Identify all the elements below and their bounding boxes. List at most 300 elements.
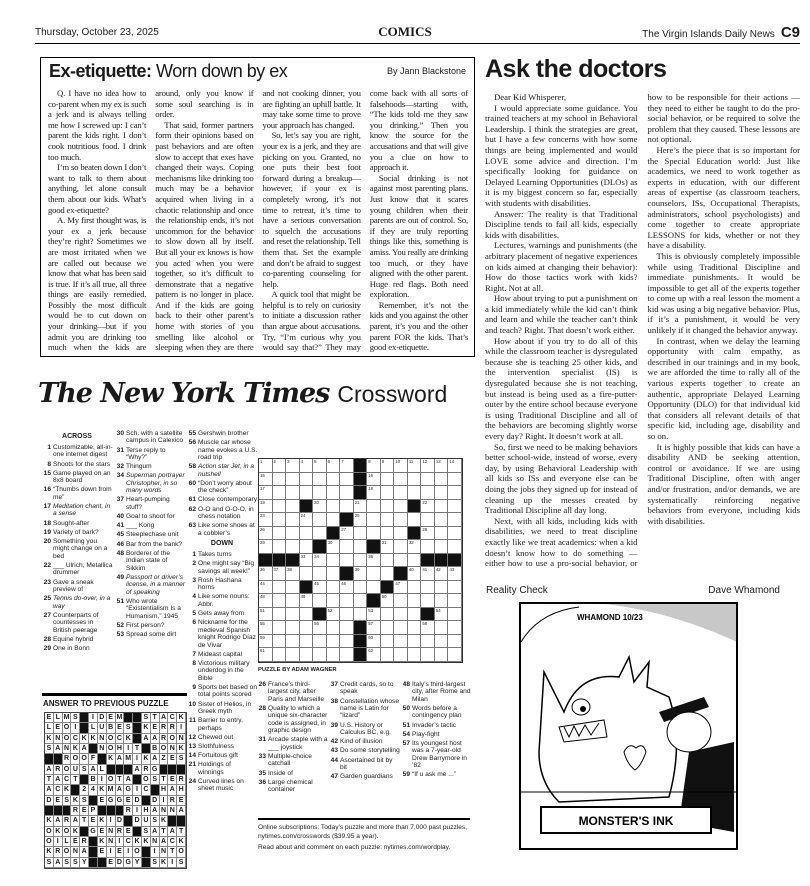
grid-cell[interactable] (313, 594, 327, 608)
grid-block (448, 554, 462, 568)
grid-cell[interactable] (273, 500, 287, 514)
clue[interactable] (114, 513, 186, 520)
grid-cell[interactable] (394, 648, 408, 662)
clue[interactable] (114, 541, 186, 548)
grid-cell[interactable] (340, 554, 354, 568)
clue[interactable] (186, 610, 258, 617)
clue[interactable] (186, 752, 258, 759)
grid-cell[interactable] (273, 635, 287, 649)
grid-cell[interactable] (300, 540, 314, 554)
clue[interactable] (256, 736, 328, 751)
grid-cell[interactable] (435, 500, 449, 514)
grid-cell[interactable] (435, 608, 449, 622)
grid-cell[interactable] (340, 608, 354, 622)
grid-cell[interactable] (394, 500, 408, 514)
grid-cell[interactable] (381, 486, 395, 500)
grid-cell[interactable] (259, 459, 273, 473)
grid-cell[interactable] (435, 459, 449, 473)
grid-cell[interactable] (381, 500, 395, 514)
clue[interactable] (186, 701, 258, 716)
grid-cell[interactable] (394, 540, 408, 554)
grid-cell[interactable] (408, 473, 422, 487)
grid-cell[interactable] (354, 594, 368, 608)
clue[interactable] (41, 538, 113, 560)
grid-cell[interactable] (273, 527, 287, 541)
grid-cell[interactable] (354, 527, 368, 541)
grid-cell[interactable] (408, 513, 422, 527)
grid-cell[interactable] (381, 540, 395, 554)
grid-cell[interactable] (435, 635, 449, 649)
clue[interactable] (400, 705, 472, 720)
clue[interactable] (114, 550, 186, 572)
grid-cell[interactable] (313, 513, 327, 527)
grid-cell[interactable] (273, 608, 287, 622)
grid-cell[interactable] (300, 621, 314, 635)
cell-number: 22 (422, 499, 428, 505)
grid-cell[interactable] (313, 648, 327, 662)
grid-cell[interactable] (448, 594, 462, 608)
clue[interactable] (186, 430, 258, 437)
grid-cell[interactable] (367, 554, 381, 568)
grid-cell[interactable] (340, 635, 354, 649)
grid-cell[interactable] (259, 608, 273, 622)
grid-cell[interactable] (286, 594, 300, 608)
answer-title: ANSWER TO PREVIOUS PUZZLE (43, 699, 169, 708)
grid-cell[interactable] (394, 459, 408, 473)
grid-cell[interactable] (300, 527, 314, 541)
clue[interactable] (328, 747, 400, 754)
clue[interactable] (114, 430, 186, 445)
grid-cell[interactable] (300, 594, 314, 608)
grid-cell[interactable] (421, 473, 435, 487)
grid-cell[interactable] (448, 635, 462, 649)
grid-cell[interactable] (435, 513, 449, 527)
grid-cell[interactable] (313, 459, 327, 473)
grid-cell[interactable] (313, 527, 327, 541)
clue[interactable] (328, 722, 400, 737)
grid-cell[interactable] (421, 500, 435, 514)
grid-cell[interactable] (340, 648, 354, 662)
grid-cell[interactable] (448, 500, 462, 514)
grid-cell[interactable] (340, 486, 354, 500)
clue[interactable] (186, 743, 258, 750)
grid-cell[interactable] (435, 527, 449, 541)
grid-cell[interactable] (259, 513, 273, 527)
clue-number: 37 (330, 681, 338, 688)
grid-cell[interactable] (367, 608, 381, 622)
grid-cell[interactable] (448, 459, 462, 473)
grid-cell[interactable] (354, 554, 368, 568)
grid-cell[interactable] (259, 527, 273, 541)
grid-cell[interactable] (408, 608, 422, 622)
clue[interactable] (41, 579, 113, 594)
grid-cell[interactable] (313, 581, 327, 595)
clue[interactable] (41, 636, 113, 643)
grid-cell[interactable] (273, 513, 287, 527)
grid-cell[interactable] (286, 621, 300, 635)
grid-cell[interactable] (327, 567, 341, 581)
grid-cell[interactable] (448, 486, 462, 500)
clue-text: Garden guardians (340, 773, 393, 781)
clue[interactable] (400, 731, 472, 738)
clue[interactable] (41, 486, 113, 501)
clue[interactable] (400, 771, 472, 778)
grid-cell[interactable] (313, 554, 327, 568)
clue[interactable] (186, 778, 258, 793)
grid-cell[interactable] (300, 608, 314, 622)
grid-cell[interactable] (327, 500, 341, 514)
grid-cell[interactable] (367, 473, 381, 487)
grid-cell[interactable] (327, 621, 341, 635)
grid-cell[interactable] (367, 621, 381, 635)
grid-cell[interactable] (381, 635, 395, 649)
grid-cell[interactable] (421, 513, 435, 527)
clue[interactable] (400, 722, 472, 729)
grid-cell[interactable] (300, 554, 314, 568)
clue[interactable] (186, 734, 258, 741)
grid-cell[interactable] (273, 648, 287, 662)
grid-cell[interactable] (367, 486, 381, 500)
grid-cell[interactable] (340, 581, 354, 595)
clue-number: 19 (43, 528, 51, 536)
clue[interactable] (41, 645, 113, 652)
grid-cell[interactable] (448, 527, 462, 541)
grid-cell[interactable] (340, 594, 354, 608)
grid-cell[interactable] (313, 635, 327, 649)
clue-text: “Don’t worry about the check” (198, 479, 252, 495)
grid-cell[interactable] (408, 621, 422, 635)
grid-cell[interactable] (435, 473, 449, 487)
grid-cell[interactable] (367, 500, 381, 514)
grid-cell[interactable] (286, 500, 300, 514)
cell-number: 59 (260, 634, 265, 640)
grid-cell[interactable] (421, 621, 435, 635)
grid-cell[interactable] (327, 459, 344, 473)
grid-cell[interactable] (340, 527, 354, 541)
grid-cell[interactable] (259, 635, 273, 649)
grid-cell[interactable] (273, 621, 287, 635)
grid-cell[interactable] (273, 540, 287, 554)
grid-cell[interactable] (381, 608, 395, 622)
grid-cell[interactable] (435, 594, 449, 608)
grid-cell[interactable] (327, 540, 341, 554)
grid-cell[interactable] (408, 459, 422, 473)
clue[interactable] (328, 738, 400, 745)
grid-cell[interactable] (259, 500, 273, 514)
grid-cell[interactable] (340, 621, 354, 635)
grid-cell[interactable] (273, 459, 290, 473)
ex-etiquette-headline (49, 61, 287, 82)
grid-cell[interactable] (448, 540, 462, 554)
grid-cell[interactable] (421, 540, 435, 554)
grid-cell[interactable] (259, 594, 273, 608)
grid-cell[interactable] (286, 473, 300, 487)
grid-cell[interactable] (408, 540, 422, 554)
clue[interactable] (186, 717, 258, 732)
grid-cell[interactable] (367, 635, 381, 649)
grid-cell[interactable] (381, 527, 395, 541)
grid-cell[interactable] (421, 486, 435, 500)
answer-letter: N (98, 734, 107, 744)
grid-cell[interactable] (259, 581, 273, 595)
clue[interactable] (41, 520, 113, 527)
clue[interactable] (186, 551, 258, 558)
clue[interactable] (186, 506, 258, 521)
grid-cell[interactable] (340, 459, 354, 473)
grid-cell[interactable] (286, 635, 300, 649)
grid-cell[interactable] (435, 648, 449, 662)
clue[interactable] (41, 529, 113, 536)
grid-cell[interactable] (381, 473, 395, 487)
grid-cell[interactable] (435, 581, 449, 595)
grid-cell[interactable] (286, 540, 300, 554)
clue-number: 42 (330, 738, 338, 746)
grid-cell[interactable] (394, 594, 408, 608)
grid-cell[interactable] (381, 513, 395, 527)
clue[interactable] (114, 631, 186, 638)
clue-number: 51 (116, 597, 124, 605)
clue[interactable] (114, 463, 186, 470)
grid-cell[interactable] (435, 567, 449, 581)
grid-cell[interactable] (340, 500, 354, 514)
grid-cell[interactable] (367, 459, 381, 473)
grid-cell[interactable] (448, 608, 462, 622)
grid-cell[interactable] (354, 608, 368, 622)
grid-cell[interactable] (286, 567, 300, 581)
clue-number: 3 (192, 576, 196, 584)
grid-cell[interactable] (340, 540, 354, 554)
grid-cell[interactable] (381, 648, 395, 662)
grid-cell[interactable] (327, 594, 341, 608)
grid-cell[interactable] (286, 648, 300, 662)
answer-block (133, 775, 142, 785)
grid-cell[interactable] (340, 473, 354, 487)
grid-cell[interactable] (408, 635, 422, 649)
grid-cell[interactable] (394, 608, 408, 622)
grid-cell[interactable] (286, 459, 300, 473)
grid-cell[interactable] (273, 594, 287, 608)
grid-cell[interactable] (421, 581, 435, 595)
grid-cell[interactable] (327, 554, 341, 568)
crossword-grid[interactable] (258, 458, 463, 663)
clue[interactable] (114, 622, 186, 629)
grid-cell[interactable] (300, 513, 314, 527)
clue[interactable] (256, 753, 328, 768)
grid-cell[interactable] (448, 473, 462, 487)
grid-cell[interactable] (367, 648, 381, 662)
answer-letter: E (71, 837, 80, 847)
grid-cell[interactable] (394, 635, 408, 649)
grid-cell[interactable] (354, 540, 368, 554)
clue-text: Inside of (268, 769, 293, 777)
grid-cell[interactable] (408, 594, 422, 608)
grid-cell[interactable] (381, 554, 395, 568)
clue[interactable] (186, 651, 258, 658)
grid-block (354, 621, 368, 635)
answer-letter: K (177, 744, 186, 754)
clue-text: Muscle car whose name evokes a U.S. road trip (198, 439, 258, 462)
grid-cell[interactable] (435, 486, 449, 500)
grid-cell[interactable] (327, 648, 341, 662)
answer-letter: A (142, 734, 151, 744)
clue[interactable] (186, 560, 258, 575)
grid-cell[interactable] (259, 540, 273, 554)
grid-cell[interactable] (394, 513, 408, 527)
grid-cell[interactable] (300, 486, 314, 500)
grid-cell[interactable] (354, 513, 368, 527)
clue[interactable] (114, 522, 186, 529)
grid-cell[interactable] (327, 608, 341, 622)
clue[interactable] (41, 595, 113, 610)
grid-cell[interactable] (421, 648, 435, 662)
clue[interactable] (41, 503, 113, 518)
clue[interactable] (256, 705, 328, 735)
grid-cell[interactable] (273, 473, 287, 487)
clue[interactable] (328, 757, 400, 772)
grid-cell[interactable] (273, 581, 287, 595)
grid-cell[interactable] (421, 527, 435, 541)
grid-cell[interactable] (421, 567, 435, 581)
grid-cell[interactable] (286, 513, 300, 527)
clue[interactable] (186, 480, 258, 495)
clue[interactable] (186, 761, 258, 776)
clue[interactable] (328, 773, 400, 780)
grid-cell[interactable] (286, 608, 300, 622)
grid-cell[interactable] (381, 621, 395, 635)
clue-number: 5 (192, 610, 196, 618)
grid-cell[interactable] (408, 554, 422, 568)
grid-cell[interactable] (381, 459, 395, 473)
grid-cell[interactable] (327, 473, 341, 487)
grid-cell[interactable] (421, 594, 435, 608)
grid-cell[interactable] (327, 581, 341, 595)
grid-cell[interactable] (300, 473, 314, 487)
grid-cell[interactable] (313, 500, 327, 514)
clue[interactable] (186, 684, 258, 699)
clue[interactable] (114, 496, 186, 511)
grid-cell[interactable] (435, 540, 449, 554)
clue-number: 16 (43, 486, 51, 494)
grid-cell[interactable] (313, 567, 327, 581)
grid-cell[interactable] (259, 473, 273, 487)
clue[interactable] (41, 444, 113, 459)
grid-cell[interactable] (286, 581, 300, 595)
grid-cell[interactable] (286, 527, 300, 541)
clue-text: Gershwin brother (198, 430, 249, 437)
grid-cell[interactable] (421, 459, 435, 473)
clue[interactable] (186, 593, 258, 608)
grid-cell[interactable] (394, 621, 408, 635)
grid-cell[interactable] (448, 648, 462, 662)
grid-cell[interactable] (408, 567, 422, 581)
grid-cell[interactable] (286, 486, 300, 500)
grid-cell[interactable] (394, 486, 408, 500)
grid-cell[interactable] (394, 527, 408, 541)
clue[interactable] (114, 598, 186, 620)
grid-cell[interactable] (408, 486, 422, 500)
clue[interactable] (186, 660, 258, 682)
clue[interactable] (256, 779, 328, 794)
grid-cell[interactable] (448, 513, 462, 527)
clue[interactable] (186, 496, 258, 503)
grid-cell[interactable] (313, 621, 327, 635)
grid-cell[interactable] (300, 635, 314, 649)
grid-cell[interactable] (408, 581, 422, 595)
grid-cell[interactable] (421, 635, 435, 649)
grid-cell[interactable] (354, 567, 368, 581)
clue[interactable] (186, 522, 258, 537)
answer-letter: T (160, 775, 169, 785)
grid-cell[interactable] (381, 594, 395, 608)
grid-cell[interactable] (367, 567, 381, 581)
clue[interactable] (41, 562, 113, 577)
answer-letter: S (142, 713, 151, 723)
grid-cell[interactable] (259, 486, 273, 500)
grid-cell[interactable] (448, 581, 462, 595)
grid-cell[interactable] (273, 486, 287, 500)
grid-cell[interactable] (313, 486, 327, 500)
grid-cell[interactable] (394, 581, 408, 595)
clue[interactable] (114, 472, 186, 494)
clue[interactable] (328, 681, 400, 696)
grid-cell[interactable] (313, 473, 327, 487)
grid-cell[interactable] (394, 473, 408, 487)
clue[interactable] (256, 681, 328, 703)
grid-cell[interactable] (327, 486, 341, 500)
answer-letter: M (116, 713, 125, 723)
clue[interactable] (400, 681, 472, 703)
clue[interactable] (114, 531, 186, 538)
grid-cell[interactable] (300, 648, 314, 662)
grid-cell[interactable] (327, 635, 341, 649)
clue[interactable] (186, 619, 258, 649)
clue[interactable] (256, 770, 328, 777)
grid-block (408, 527, 422, 541)
grid-cell[interactable] (259, 567, 273, 581)
grid-cell[interactable] (394, 554, 408, 568)
clue[interactable] (186, 463, 258, 478)
clue[interactable] (186, 439, 258, 461)
grid-cell[interactable] (367, 527, 381, 541)
grid-cell[interactable] (273, 567, 287, 581)
clue[interactable] (400, 740, 472, 770)
grid-cell[interactable] (367, 513, 381, 527)
clue[interactable] (41, 470, 113, 485)
answer-block (151, 785, 160, 795)
grid-cell[interactable] (367, 581, 381, 595)
grid-cell[interactable] (327, 513, 341, 527)
clue[interactable] (41, 612, 113, 634)
clue-number: 12 (188, 733, 196, 741)
grid-cell[interactable] (448, 567, 462, 581)
clue[interactable] (328, 698, 400, 720)
grid-cell[interactable] (300, 567, 314, 581)
clue[interactable] (41, 461, 113, 468)
grid-cell[interactable] (300, 459, 317, 473)
grid-cell[interactable] (381, 567, 395, 581)
grid-cell[interactable] (259, 621, 273, 635)
grid-cell[interactable] (354, 581, 368, 595)
clue[interactable] (186, 577, 258, 592)
clue[interactable] (114, 447, 186, 462)
clue[interactable] (114, 574, 186, 596)
grid-cell[interactable] (354, 500, 368, 514)
grid-cell[interactable] (435, 621, 449, 635)
grid-cell[interactable] (408, 648, 422, 662)
grid-cell[interactable] (259, 648, 273, 662)
cell-number: 28 (422, 526, 428, 532)
grid-cell[interactable] (448, 621, 462, 635)
